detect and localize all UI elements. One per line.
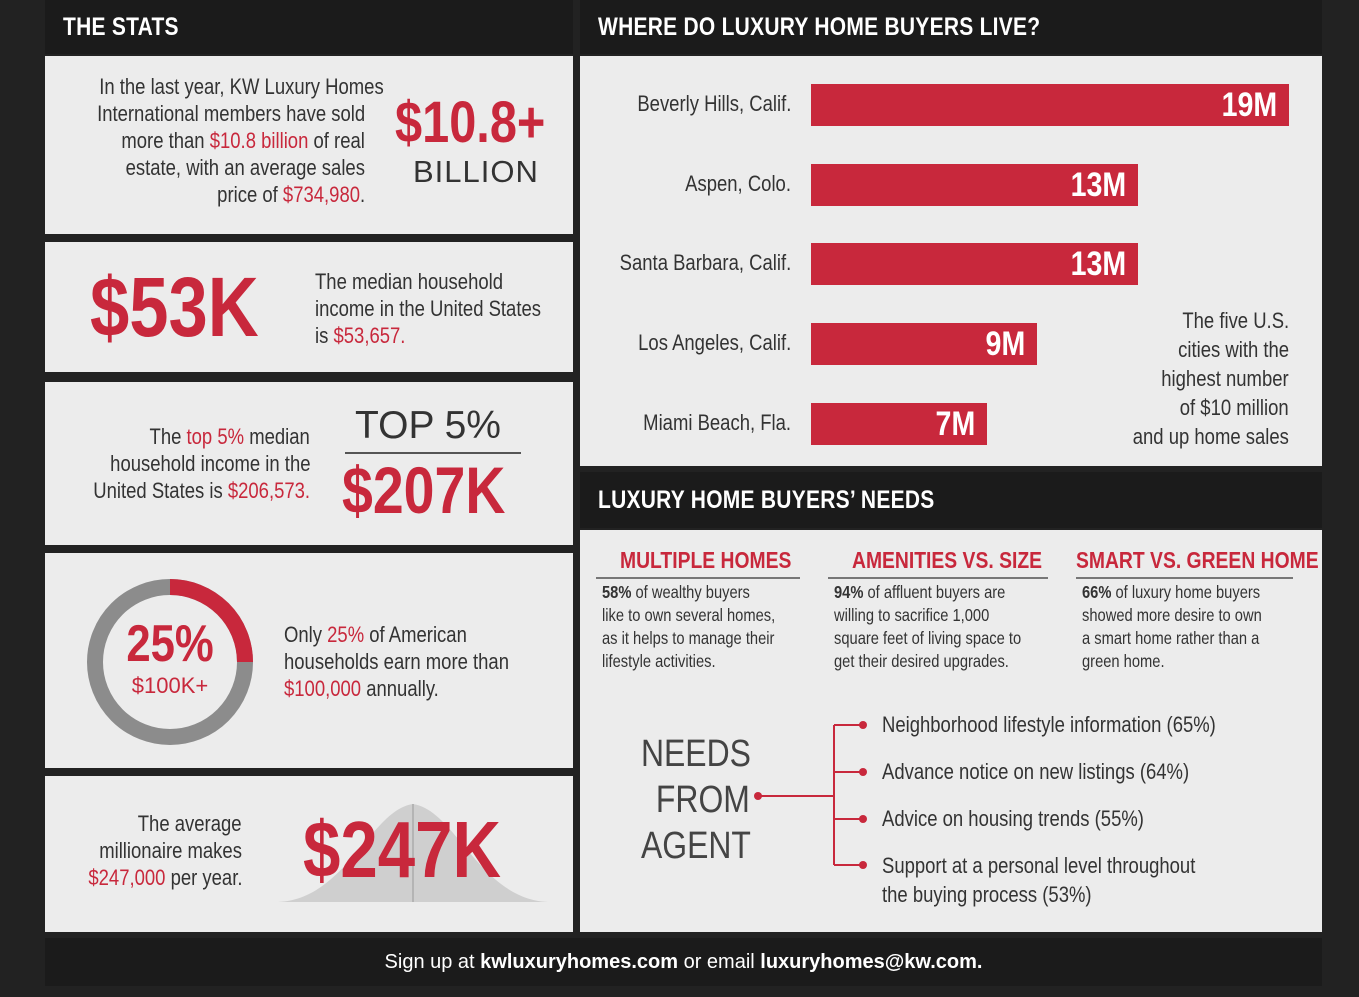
needs-column-title <box>852 547 1078 574</box>
bar-value-text: 7M <box>935 404 976 443</box>
agent-label-line <box>620 731 750 777</box>
stat-sales-unit: BILLION <box>413 154 539 189</box>
needs-column-line <box>1082 627 1296 650</box>
agent-need-text: Advice on housing trends (55%) <box>882 806 1144 831</box>
needs-column-line <box>834 581 1057 604</box>
agent-need-item <box>882 712 1279 738</box>
agent-label-text: AGENT <box>640 825 751 867</box>
footer <box>45 938 1322 986</box>
stat-card-median-income <box>45 242 573 372</box>
needs-column-line-text: a smart home rather than a <box>1082 628 1260 648</box>
stat-card-25pct <box>45 553 573 768</box>
bar-value-text: 13M <box>1070 245 1127 284</box>
stat-sales-line <box>45 73 384 100</box>
stat-card-top5 <box>45 382 573 545</box>
needs-column-line-text: square feet of living space to <box>834 628 1022 648</box>
stat-median-text: The median household income in the United States is $53,657. <box>315 269 541 348</box>
agent-need-text: Support at a personal level throughout <box>882 853 1196 878</box>
footer-site-link[interactable]: kwluxuryhomes.com <box>480 950 679 973</box>
needs-column-line <box>834 650 1057 673</box>
footer-email-link[interactable]: luxuryhomes@kw.com. <box>760 950 983 973</box>
bar <box>811 403 987 445</box>
stat-sales-big: $10.8+ <box>395 90 546 155</box>
agent-need-item <box>882 759 1248 785</box>
stat-top5-big: $207K <box>342 453 506 527</box>
stat-card-sales <box>45 56 573 234</box>
footer-text: Sign up at kwluxuryhomes.com or email luxuryhomes@kw.com. <box>384 950 983 973</box>
needs-column-line-text: 66% of luxury home buyers <box>1082 582 1261 602</box>
needs-column-line-text: lifestyle activities. <box>602 651 716 671</box>
chart-caption-line <box>1069 306 1289 335</box>
stat-sales-line <box>45 154 365 181</box>
stat-top5-label: TOP 5% <box>355 404 501 447</box>
bar <box>811 164 1138 206</box>
needs-column-line-text: as it helps to manage their <box>602 628 775 648</box>
needs-column-line-text: 94% of affluent buyers are <box>834 582 1006 602</box>
ring-percent: 25% <box>126 615 214 673</box>
needs-column-line-text: like to own several homes, <box>602 605 776 625</box>
stat-millionaire-text: The average millionaire makes $247,000 per year. <box>87 811 242 890</box>
needs-column-line <box>1082 604 1296 627</box>
stat-sales-line-text: more than $10.8 billion of real <box>121 128 365 153</box>
chart-caption-text: The five U.S. <box>1182 308 1289 333</box>
agent-label-text: NEEDS <box>640 733 751 775</box>
needs-column-line-text: green home. <box>1082 651 1165 671</box>
bar <box>811 323 1037 365</box>
stat-sales-line <box>45 127 365 154</box>
bar-category-text: Miami Beach, Fla. <box>643 409 791 435</box>
stats-header <box>45 0 573 54</box>
stat-sales-line-text: International members have sold <box>96 101 365 126</box>
agent-need-item <box>882 882 1131 908</box>
needs-column-text <box>602 581 808 673</box>
stats-header-title: THE STATS <box>63 12 179 41</box>
stat-millionaire-big: $247K <box>303 805 502 894</box>
connector-origin-dot <box>754 792 762 800</box>
bar-value-text: 9M <box>985 325 1026 364</box>
bar-value-label <box>1060 245 1126 284</box>
needs-column-line <box>834 627 1057 650</box>
agent-label-line <box>620 777 750 823</box>
needs-column-rule <box>828 577 1048 579</box>
needs-column-text <box>1082 581 1296 673</box>
stat-sales-line-text: price of $734,980. <box>217 182 365 207</box>
needs-column-line-text: showed more desire to own <box>1082 605 1262 625</box>
bar-category-label <box>665 171 791 197</box>
cities-header-title: WHERE DO LUXURY HOME BUYERS LIVE? <box>598 12 1041 41</box>
stat-sales-line-text: In the last year, KW Luxury Homes <box>99 74 384 99</box>
stat-sales-line <box>45 181 365 208</box>
stat-sales-line <box>45 100 365 127</box>
needs-column-title <box>620 547 824 574</box>
agent-label-line <box>620 823 750 869</box>
needs-column-line <box>1082 581 1296 604</box>
agent-need-item <box>882 853 1255 879</box>
agent-label <box>620 731 750 869</box>
bar-value-label <box>928 405 975 444</box>
needs-column-line <box>1082 650 1296 673</box>
agent-need-item <box>882 806 1194 832</box>
stat-card-millionaire <box>45 776 573 932</box>
bar <box>811 243 1138 285</box>
needs-header-title: LUXURY HOME BUYERS’ NEEDS <box>598 485 935 514</box>
bar-category-label <box>587 250 791 276</box>
stat-sales-line-text: estate, with an average sales <box>125 155 365 180</box>
agent-connector <box>750 715 870 875</box>
bar-value-label <box>1060 166 1126 205</box>
needs-header <box>580 472 1322 528</box>
bar-category-text: Santa Barbara, Calif. <box>619 250 791 276</box>
chart-caption-line <box>1069 364 1289 393</box>
chart-caption-line <box>1069 422 1289 451</box>
needs-column-line <box>602 627 808 650</box>
chart-caption-text: cities with the <box>1178 337 1289 362</box>
bar-value-text: 19M <box>1221 86 1277 124</box>
bar-category-label <box>608 91 791 117</box>
ring-sub: $100K+ <box>131 673 209 698</box>
stat-median-big: $53K <box>90 260 259 354</box>
stat-25pct-text: Only 25% of American households earn more than $100,000 annually. <box>284 622 510 701</box>
chart-caption <box>1069 306 1289 451</box>
needs-column-rule <box>1076 577 1293 579</box>
needs-column-title-text: SMART VS. GREEN HOME <box>1076 547 1319 573</box>
bar <box>811 84 1289 126</box>
bar-value-label <box>1211 86 1277 125</box>
chart-caption-text: of $10 million <box>1180 395 1289 420</box>
agent-need-text: Advance notice on new listings (64%) <box>882 759 1190 784</box>
needs-column-title-text: MULTIPLE HOMES <box>620 547 792 573</box>
needs-column-line-text: willing to sacrifice 1,000 <box>834 605 990 625</box>
needs-column-title-text: AMENITIES VS. SIZE <box>852 547 1043 573</box>
agent-label-text: FROM <box>656 779 750 821</box>
stat-top5-text: The top 5% median household income in the United States is $206,573. <box>93 424 310 503</box>
needs-column-line <box>834 604 1057 627</box>
chart-caption-text: and up home sales <box>1132 424 1289 449</box>
chart-caption-line <box>1069 393 1289 422</box>
bar-value-text: 13M <box>1070 165 1127 204</box>
needs-column-line <box>602 581 808 604</box>
bar-value-label <box>978 325 1025 364</box>
bar-category-text: Beverly Hills, Calif. <box>636 91 791 116</box>
chart-caption-line <box>1069 335 1289 364</box>
needs-column-title <box>1076 547 1359 574</box>
bar-category-text: Aspen, Colo. <box>685 170 791 196</box>
needs-column-text <box>834 581 1057 673</box>
bar-category-label <box>609 330 791 356</box>
bar-category-text: Los Angeles, Calif. <box>637 330 791 356</box>
needs-column-line <box>602 650 808 673</box>
chart-caption-text: highest number <box>1161 366 1289 391</box>
needs-column-line-text: 58% of wealthy buyers <box>602 582 750 602</box>
needs-column-rule <box>596 577 800 579</box>
needs-column-line <box>602 604 808 627</box>
needs-column-line-text: get their desired upgrades. <box>834 651 1009 671</box>
bar-category-label <box>615 410 791 436</box>
cities-header <box>580 0 1322 54</box>
stat-sales-text <box>45 73 384 208</box>
agent-need-text: the buying process (53%) <box>882 882 1092 907</box>
agent-need-text: Neighborhood lifestyle information (65%) <box>882 712 1216 737</box>
